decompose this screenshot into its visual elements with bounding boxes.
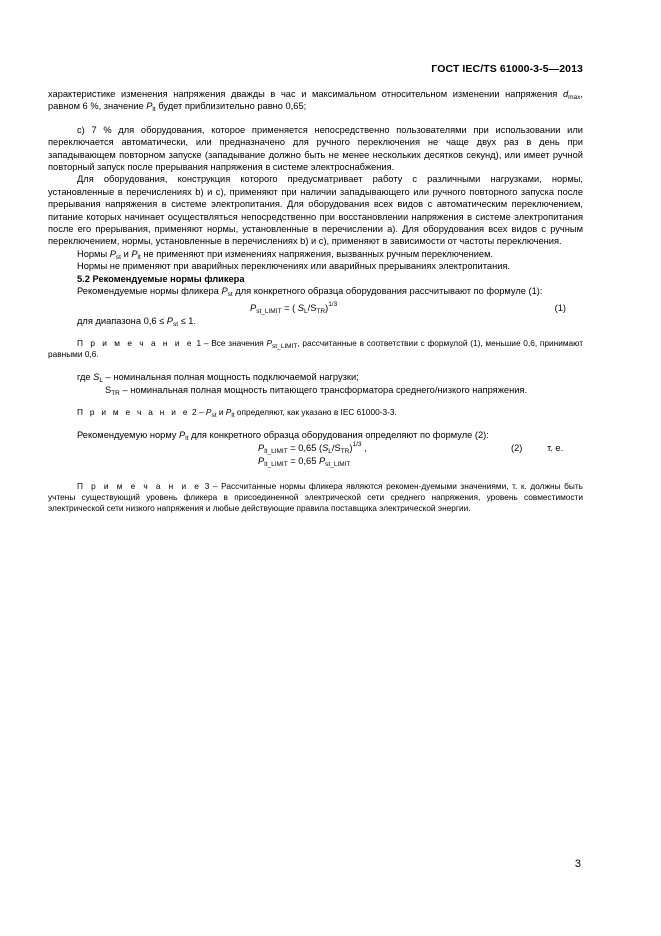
where-str: $S_{TR}$ – номинальная полная мощность питающего трансформатора среднего/низкого напряжения. xyxy=(105,384,528,397)
document-body xyxy=(48,88,583,514)
formula-1: $P_{st\_LIMIT}$ = ( $S_L/S_{TR})^{1/3}$ (1) xyxy=(250,300,566,315)
paragraph-equipment-loads: Для оборудования, конструкция которого предусматривает работу с различными нагрузками, нормы, установленные в перечислениях b) и c), применяют при наличии западывающего или ручного повторного запуска после прерывания напряжения в системе электропитания. Для оборудования всех видов с автоматическим переключением, питание которых начинает осуществляться непосредственно при восстановлении напряжения в системе электропитания после его прерывания, применяют нормы, установленные в перечислении а). Для оборудования всех видов с ручным переключением, нормы, установленные в перечислениях b) и c), применяют в зависимости от частоты переключения. xyxy=(48,174,583,247)
paragraph-range: для диапазона $0,6 \le P_{st} \le 1$. xyxy=(77,315,197,328)
note-2: П р и м е ч а н и е $2 - P_{st}$ и $P_{lt}$ определяют, как указано в IEC 61000-3-3. xyxy=(77,407,397,420)
document-header: ГОСТ IEC/TS 61000-3-5—2013 xyxy=(431,63,583,75)
formula-1-number: (1) xyxy=(554,302,566,313)
paragraph-item-c: с) 7 % для оборудования, которое применяется непосредственно пользователями при использовании или переключается автоматически, или предназначено для ручного переключения не чаще двух раз в день при западывающем повторном запуске (западывание должно быть не менее нескольких десятков секунд), или имеет ручной повторный запуск после прерывания напряжения в системе электроснабжения. xyxy=(48,124,583,173)
paragraph-dmax: характеристике изменения напряжения дважды в час и максимальном относительном изменении напряжения $d_{max}$, равном 6 %, значение $P_{lt}$ будет приблизительно равно 0,65; xyxy=(48,89,583,114)
note-1: П р и м е ч а н и е 1 – Все значения $P_{st\_LIMIT}$, рассчитанные в соответствии с формулой (1), меньшие 0,6, принимают равными 0,6. xyxy=(48,337,584,360)
paragraph-formula2-intro: Рекомендуемую норму $P_{lt}$ для конкретного образца оборудования определяют по формуле (2): xyxy=(77,430,489,443)
paragraph-not-applied-manual: Нормы $P_{st}$ и $P_{lt}$ не применяют при изменениях напряжения, вызванных ручным переключением. xyxy=(77,248,494,261)
formula-2-number: (2) xyxy=(511,442,523,453)
formula-2: $P_{lt\_LIMIT} = 0,65$ $(S_L/S_{TR})^{1/3}$ , (2) т. е. $P_{lt\_LIMIT} = 0,65$ $P_{st\_LIMIT}$ xyxy=(258,440,564,468)
paragraph-not-applied-emergency: Нормы не применяют при аварийных переключениях или аварийных прерываниях электропитания. xyxy=(77,261,511,272)
page-number: 3 xyxy=(574,858,581,870)
where-sl: где $S_L$ – номинальная полная мощность подключаемой нагрузки; xyxy=(77,372,359,385)
paragraph-formula1-intro: Рекомендуемые нормы фликера $P_{st}$ для конкретного образца оборудования рассчитывают по формуле (1): xyxy=(77,286,543,299)
section-heading: 5.2 Рекомендуемые нормы фликера xyxy=(77,273,245,284)
note-3: П р и м е ч а н и е 3 – Рассчитанные нормы фликера являются рекомен-дуемыми значениями, т. к. должны быть учтены существующий уровень фликера в присоединенной электрической сети среднего напряжения, уровень совместимости электрической сети низкого напряжения и любые действующие правила поставщика электрической энергии. xyxy=(48,480,584,514)
